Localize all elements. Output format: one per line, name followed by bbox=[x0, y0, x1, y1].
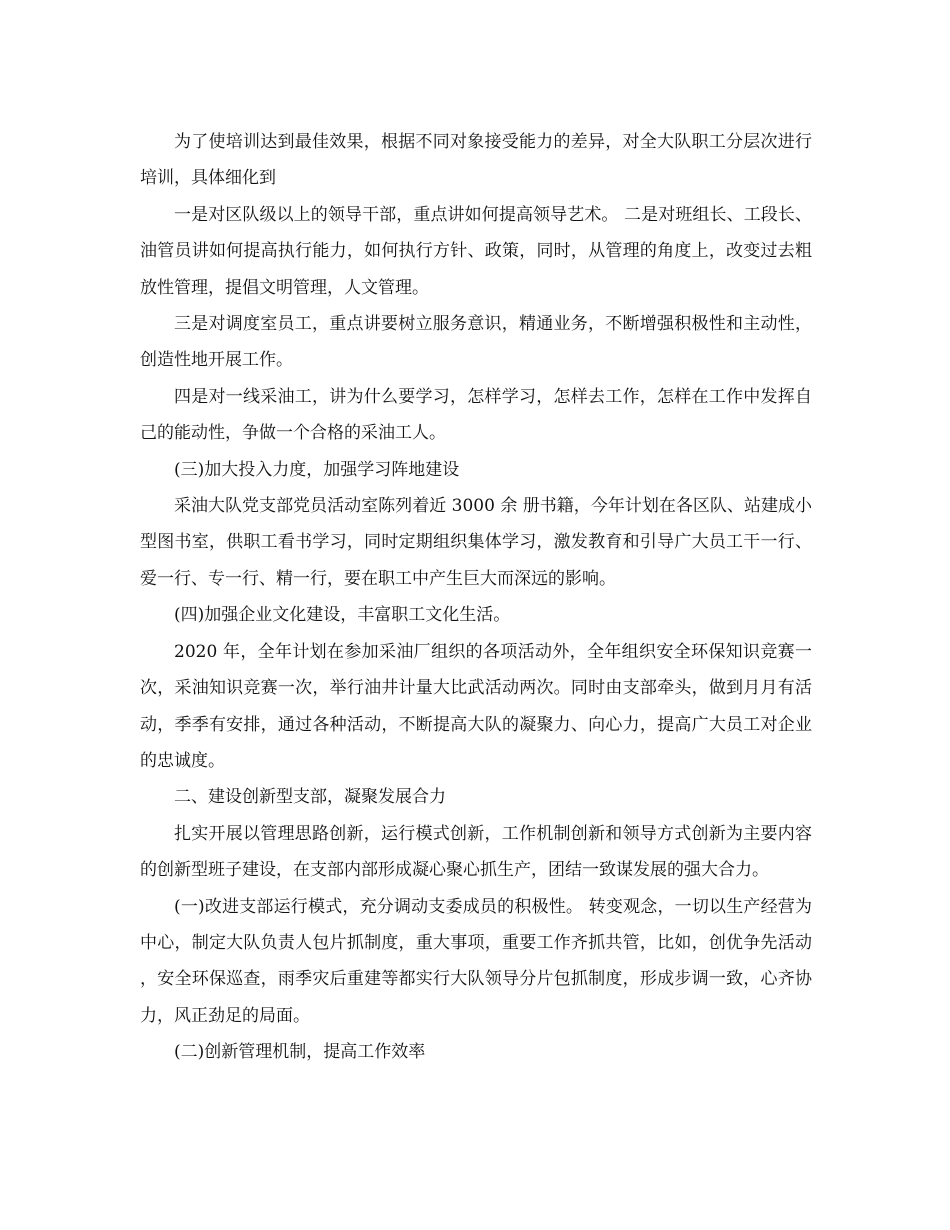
document-body bbox=[140, 124, 812, 1071]
paragraph: 2020 年，全年计划在参加采油厂组织的各项活动外，全年组织安全环保知识竞赛一次，采油知识竞赛一次，举行油井计量大比武活动两次。同时由支部牵头，做到月月有活动，季季有安排，通过各种活动，不断提高大队的凝聚力、向心力，提高广大员工对企业的忠诚度。 bbox=[140, 641, 812, 771]
section-heading: (二)创新管理机制，提高工作效率 bbox=[174, 1042, 426, 1063]
section-heading: (三)加大投入力度，加强学习阵地建设 bbox=[174, 459, 460, 480]
paragraph: 采油大队党支部党员活动室陈列着近 3000 余 册书籍，今年计划在各区队、站建成小型图书室，供职工看书学习，同时定期组织集体学习，激发教育和引导广大员工干一行、爱一行、专一行、精一行，要在职工中产生巨大而深远的影响。 bbox=[140, 496, 812, 589]
paragraph: 为了使培训达到最佳效果，根据不同对象接受能力的差异，对全大队职工分层次进行培训，具体细化到 bbox=[140, 132, 812, 189]
paragraph: 一是对区队级以上的领导干部，重点讲如何提高领导艺术。 二是对班组长、工段长、油管员讲如何提高执行能力，如何执行方针、政策，同时，从管理的角度上，改变过去粗放性管理，提倡文明管理，人文管理。 bbox=[140, 204, 812, 298]
paragraph: 扎实开展以管理思路创新，运行模式创新，工作机制创新和领导方式创新为主要内容的创新型班子建设，在支部内部形成凝心聚心抓生产，团结一致谋发展的强大合力。 bbox=[140, 823, 812, 881]
paragraph: (一)改进支部运行模式，充分调动支委成员的积极性。 转变观念，一切以生产经营为中心，制定大队负责人包片抓制度，重大事项，重要工作齐抓共管，比如，创优争先活动，安全环保巡查，雨季灾后重建等都实行大队领导分片包抓制度，形成步调一致，心齐协力，风正劲足的局面。 bbox=[140, 896, 812, 1026]
paragraph: 三是对调度室员工，重点讲要树立服务意识，精通业务，不断增强积极性和主动性，创造性地开展工作。 bbox=[140, 314, 812, 371]
section-heading: (四)加强企业文化建设，丰富职工文化生活。 bbox=[174, 605, 511, 626]
paragraph: 四是对一线采油工，讲为什么要学习，怎样学习，怎样去工作，怎样在工作中发挥自己的能动性，争做一个合格的采油工人。 bbox=[140, 386, 812, 444]
section-heading: 二、建设创新型支部，凝聚发展合力 bbox=[174, 787, 446, 808]
